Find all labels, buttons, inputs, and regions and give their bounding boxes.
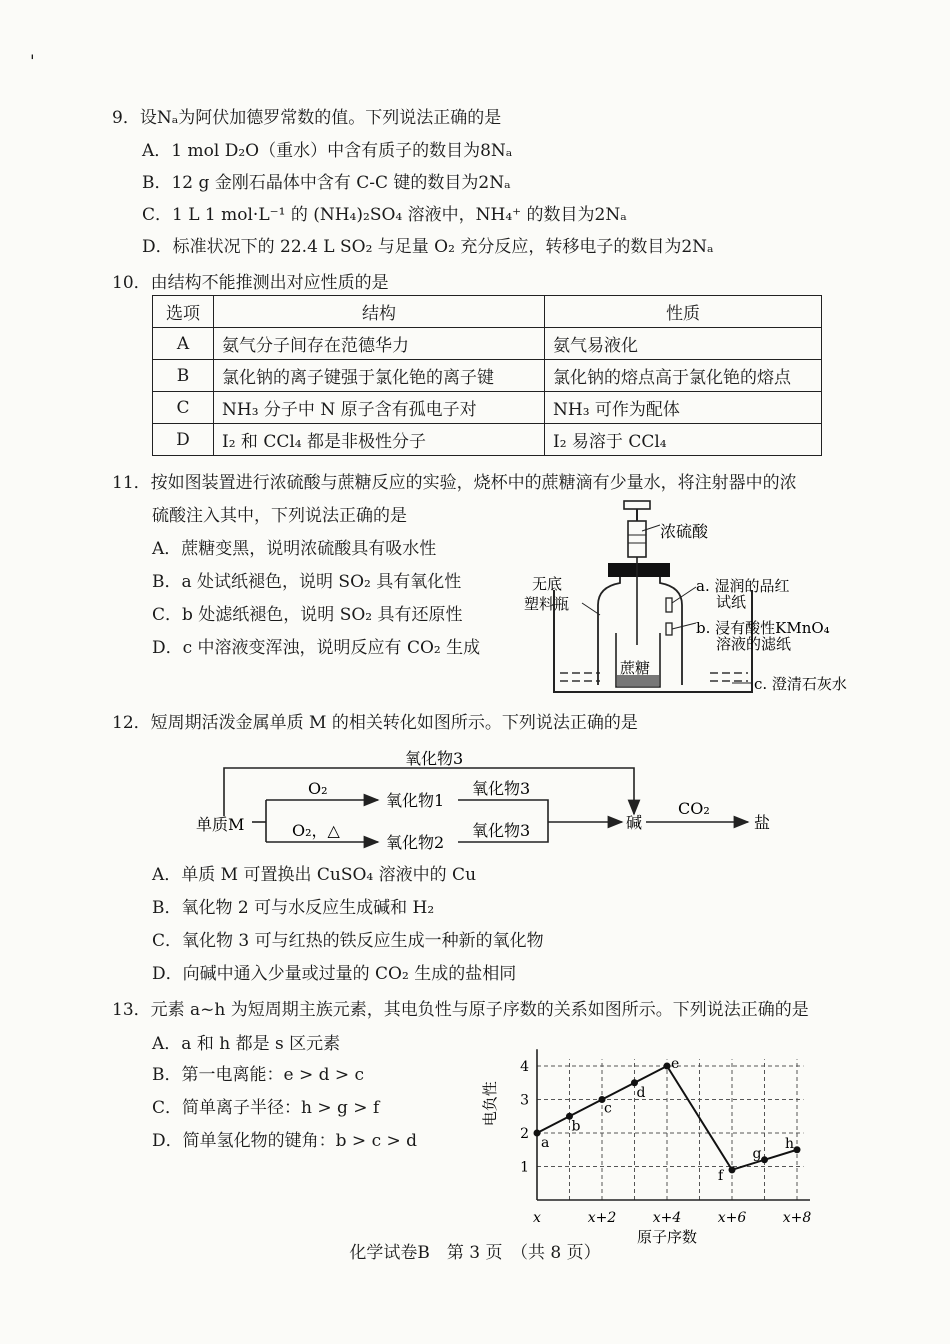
c-label: c. 澄清石灰水	[754, 675, 847, 693]
y-axis-label: 电负性	[481, 1081, 499, 1127]
structure-property-table	[152, 295, 822, 456]
data-point	[664, 1063, 671, 1070]
q9-stem: 9．设Nₐ为阿伏加德罗常数的值。下列说法正确的是	[112, 108, 502, 128]
data-label: g	[752, 1145, 762, 1162]
q12-option-d: D．向碱中通入少量或过量的 CO₂ 生成的盐相同	[152, 964, 517, 984]
test-paper-a	[666, 598, 672, 612]
oxide3-label-b: 氧化物3	[472, 821, 531, 840]
data-point	[534, 1130, 541, 1137]
x-tick-label: x+6	[717, 1210, 747, 1226]
sugar-label: 蔗糖	[620, 659, 651, 677]
q13-option-a: A．a 和 h 都是 s 区元素	[152, 1034, 341, 1054]
q12-option-b: B．氧化物 2 可与水反应生成碱和 H₂	[152, 898, 435, 918]
header-option: 选项	[153, 296, 214, 328]
x-tick-labels	[533, 1210, 811, 1226]
q11-option-b: B．a 处试纸褪色，说明 SO₂ 具有氧化性	[152, 572, 462, 592]
data-point	[794, 1146, 801, 1153]
x-tick-label: x+8	[782, 1210, 812, 1226]
data-label: a	[541, 1135, 550, 1151]
data-label: f	[718, 1167, 724, 1184]
q11-option-c: C．b 处滤纸褪色，说明 SO₂ 具有还原性	[152, 605, 463, 625]
o2-label: O₂	[308, 779, 328, 798]
header-structure: 结构	[214, 296, 545, 328]
corner-mark: '	[30, 52, 35, 72]
metal-m-label: 单质M	[196, 815, 245, 834]
q13-option-c: C．简单离子半径：h > g > f	[152, 1098, 380, 1118]
oxide3-label-a: 氧化物3	[472, 779, 531, 798]
table-cell: 氯化钠的熔点高于氯化铯的熔点	[545, 360, 822, 392]
table-cell: NH₃ 可作为配体	[545, 392, 822, 424]
page-footer: 化学试卷B 第 3 页 （共 8 页）	[349, 1243, 601, 1263]
table-cell: I₂ 易溶于 CCl₄	[545, 424, 822, 456]
q11-stem-line1: 11．按如图装置进行浓硫酸与蔗糖反应的实验，烧杯中的蔗糖滴有少量水，将注射器中的浓	[112, 473, 797, 493]
q9-option-b: B．12 g 金刚石晶体中含有 C-C 键的数目为2Nₐ	[142, 173, 511, 193]
y-tick-labels	[520, 1059, 529, 1176]
q11-option-d: D．c 中溶液变浑浊，说明反应有 CO₂ 生成	[152, 638, 481, 658]
oxide1-label: 氧化物1	[386, 791, 445, 810]
y-tick-label: 1	[520, 1159, 529, 1176]
q12-option-c: C．氧化物 3 可与红热的铁反应生成一种新的氧化物	[152, 931, 544, 951]
salt-label: 盐	[754, 813, 771, 832]
x-tick-label: x	[533, 1210, 541, 1226]
q11-option-a: A．蔗糖变黑，说明浓硫酸具有吸水性	[152, 539, 437, 559]
data-label: d	[636, 1084, 646, 1101]
co2-label: CO₂	[678, 799, 710, 818]
table-row	[153, 328, 822, 360]
table-cell: I₂ 和 CCl₄ 都是非极性分子	[214, 424, 545, 456]
oxide2-label: 氧化物2	[386, 833, 445, 852]
q10-stem: 10．由结构不能推测出对应性质的是	[112, 273, 389, 293]
data-label: h	[785, 1135, 795, 1152]
q9-option-a: A．1 mol D₂O（重水）中含有质子的数目为8Nₐ	[142, 141, 513, 161]
table-cell: B	[153, 360, 214, 392]
q12-option-a: A．单质 M 可置换出 CuSO₄ 溶液中的 Cu	[152, 865, 477, 885]
x-tick-label: x+2	[587, 1210, 617, 1226]
bottle-label-1: 无底	[532, 575, 563, 593]
table-cell: NH₃ 分子中 N 原子含有孤电子对	[214, 392, 545, 424]
table-cell: 氯化钠的离子键强于氯化铯的离子键	[214, 360, 545, 392]
data-label: b	[571, 1118, 581, 1135]
electronegativity-chart	[475, 1025, 825, 1246]
data-label: c	[604, 1100, 612, 1117]
data-label: e	[671, 1056, 680, 1072]
top-oxide3-label: 氧化物3	[405, 749, 464, 768]
conversion-diagram	[190, 742, 790, 860]
y-tick-label: 2	[520, 1126, 529, 1142]
a-label-2: 试纸	[716, 593, 747, 611]
b-label-1: b. 浸有酸性KMnO₄	[696, 619, 830, 637]
q13-option-b: B．第一电离能：e > d > c	[152, 1065, 365, 1085]
table-cell: 氨气分子间存在范德华力	[214, 328, 545, 360]
bottle-label-2: 塑料瓶	[524, 595, 570, 613]
filter-paper-b	[666, 623, 672, 635]
base-label: 碱	[626, 813, 643, 832]
y-tick-label: 4	[520, 1059, 529, 1075]
apparatus-diagram	[520, 495, 860, 705]
acid-leader	[642, 525, 660, 531]
table-row	[153, 392, 822, 424]
b-label-2: 溶液的滤纸	[716, 635, 792, 653]
data-point	[729, 1166, 736, 1173]
a-label-1: a. 湿润的品红	[696, 577, 790, 595]
table-cell: A	[153, 328, 214, 360]
data-point	[761, 1156, 768, 1163]
header-property: 性质	[545, 296, 822, 328]
x-axis-label: 原子序数	[636, 1228, 698, 1246]
table-row	[153, 360, 822, 392]
table-cell: D	[153, 424, 214, 456]
table-header-row	[153, 296, 822, 328]
table-cell: C	[153, 392, 214, 424]
q12-stem: 12．短周期活泼金属单质 M 的相关转化如图所示。下列说法正确的是	[112, 713, 638, 733]
table-cell: 氨气易液化	[545, 328, 822, 360]
o2-heat-label: O₂，△	[292, 821, 340, 840]
x-tick-label: x+4	[652, 1210, 682, 1226]
stopper	[608, 563, 670, 577]
acid-label: 浓硫酸	[660, 522, 709, 541]
q13-option-d: D．简单氢化物的键角：b > c > d	[152, 1131, 418, 1151]
y-tick-label: 3	[520, 1092, 529, 1109]
b-leader	[672, 623, 696, 629]
q13-stem: 13．元素 a~h 为短周期主族元素，其电负性与原子序数的关系如图所示。下列说法正确的是	[112, 1000, 809, 1020]
q9-option-c: C．1 L 1 mol·L⁻¹ 的 (NH₄)₂SO₄ 溶液中，NH₄⁺ 的数目为2Nₐ	[142, 205, 627, 225]
q11-stem-line2: 硫酸注入其中，下列说法正确的是	[152, 506, 407, 526]
table-row	[153, 424, 822, 456]
q9-option-d: D．标准状况下的 22.4 L SO₂ 与足量 O₂ 充分反应，转移电子的数目为2Nₐ	[142, 237, 714, 257]
